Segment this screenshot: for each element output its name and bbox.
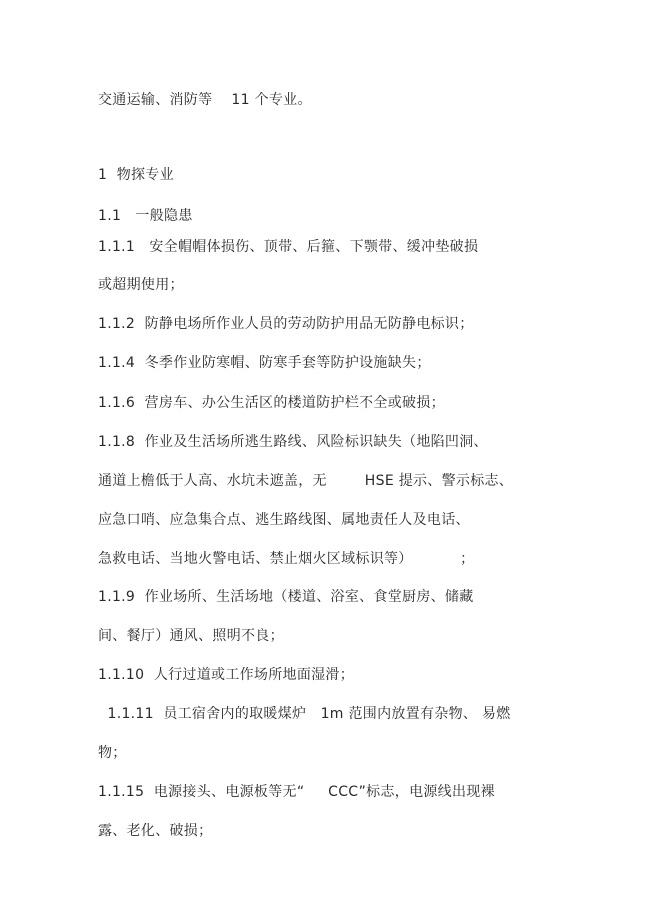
text-line: 1.1.2 防静电场所作业人员的劳动防护用品无防静电标识； (98, 316, 474, 332)
subsection-heading: 1.1 一般隐患 (98, 208, 193, 224)
text-line: 1.1.11 员工宿舍内的取暖煤炉 1m 范围内放置有杂物、 易燃 (98, 706, 511, 722)
text-line: 应急口哨、应急集合点、逃生路线图、属地责任人及电话、 (98, 512, 470, 528)
text-line: 1.1.4 冬季作业防寒帽、防寒手套等防护设施缺失； (98, 355, 431, 371)
text-line: 1.1.9 作业场所、生活场地（楼道、浴室、食堂厨房、储藏 (98, 589, 474, 605)
text-line: 露、老化、破损； (98, 823, 213, 839)
text-line: 1.1.10 人行过道或工作场所地面湿滑； (98, 667, 355, 683)
text-line: 或超期使用； (98, 277, 184, 293)
text-line: 急救电话、当地火警电话、禁止烟火区域标识等） ； (98, 551, 475, 567)
section-heading: 1 物探专业 (98, 167, 174, 183)
text-line: 交通运输、消防等 11 个专业。 (98, 92, 312, 108)
text-line: 1.1.15 电源接头、电源板等无“ CCC”标志，电源线出现裸 (98, 784, 495, 800)
text-line: 1.1.8 作业及生活场所逃生路线、风险标识缺失（地陷凹洞、 (98, 434, 488, 450)
text-line: 物； (98, 745, 127, 761)
text-line: 通道上檐低于人高、水坑未遮盖，无 HSE 提示、警示标志、 (98, 473, 514, 489)
text-line: 1.1.6 营房车、办公生活区的楼道防护栏不全或破损； (98, 395, 445, 411)
text-line: 1.1.1 安全帽帽体损伤、顶带、后箍、下颚带、缓冲垫破损 (98, 239, 479, 255)
text-line: 间、餐厅）通风、照明不良； (98, 628, 284, 644)
